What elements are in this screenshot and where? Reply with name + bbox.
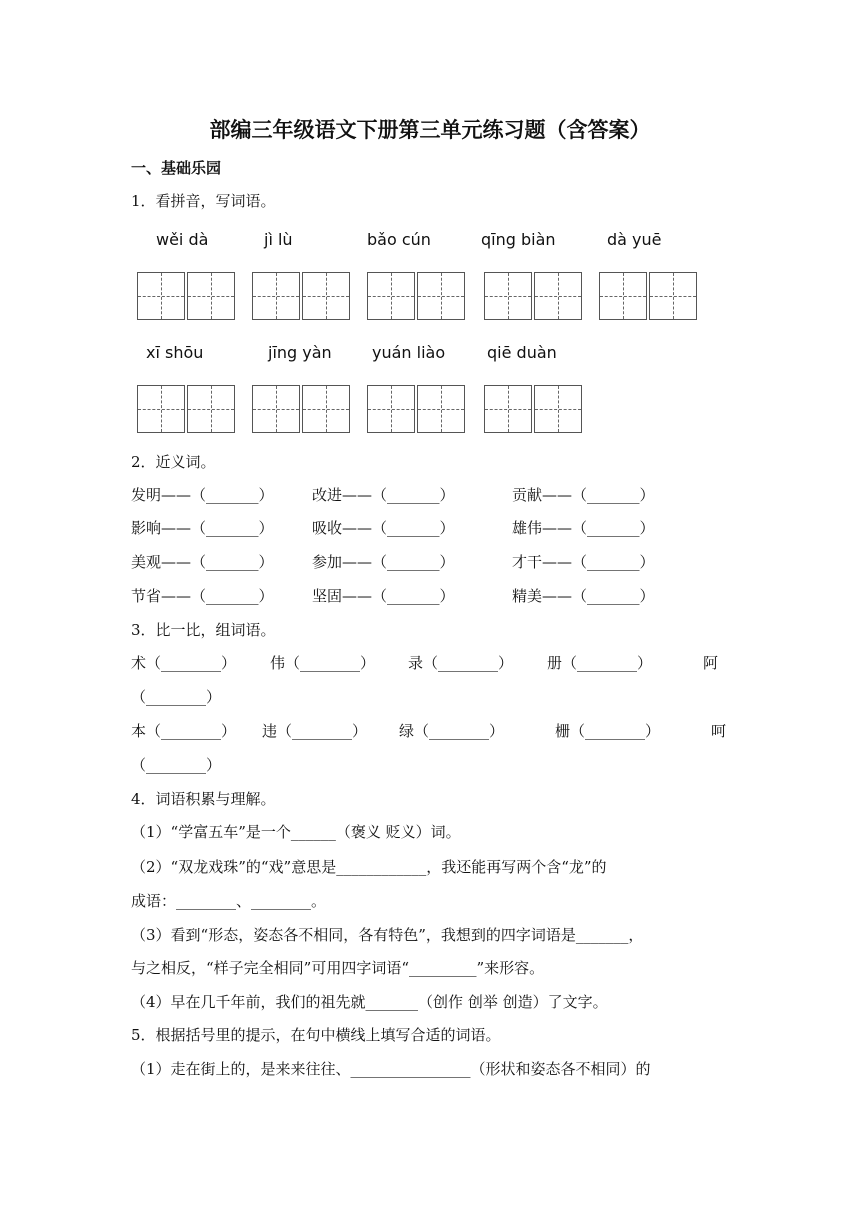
compare-item[interactable]: 绿（________）	[399, 722, 505, 740]
pinyin-2: jì lù	[264, 230, 293, 249]
q1-prompt: 1．看拼音，写词语。	[131, 192, 276, 210]
compare-blank[interactable]: （________）	[131, 756, 222, 774]
tianzige-box[interactable]	[534, 272, 582, 320]
q4-line-5[interactable]: 与之相反，“样子完全相同”可用四字词语“_________”来形容。	[131, 959, 545, 977]
tianzige-box[interactable]	[137, 385, 185, 433]
section-heading: 一、基础乐园	[131, 159, 222, 177]
tianzige-box[interactable]	[187, 272, 235, 320]
tianzige-box[interactable]	[534, 385, 582, 433]
pinyin-8: yuán liào	[372, 343, 446, 362]
synonym-item[interactable]: 精美——（_______）	[512, 587, 655, 605]
compare-item[interactable]: 违（________）	[262, 722, 368, 740]
synonym-item[interactable]: 贡献——（_______）	[512, 486, 655, 504]
tianzige-box[interactable]	[649, 272, 697, 320]
compare-char: 阿	[703, 654, 719, 672]
pinyin-5: dà yuē	[607, 230, 662, 249]
compare-char: 呵	[711, 722, 727, 740]
synonym-item[interactable]: 才干——（_______）	[512, 553, 655, 571]
tianzige-box[interactable]	[302, 272, 350, 320]
synonym-item[interactable]: 影响——（_______）	[131, 519, 274, 537]
synonym-item[interactable]: 坚固——（_______）	[312, 587, 455, 605]
compare-item[interactable]: 册（________）	[547, 654, 653, 672]
pinyin-7: jīng yàn	[268, 343, 332, 362]
pinyin-4: qīng biàn	[481, 230, 556, 249]
tianzige-box[interactable]	[302, 385, 350, 433]
tianzige-box[interactable]	[252, 272, 300, 320]
compare-item[interactable]: 伟（________）	[270, 654, 376, 672]
tianzige-box[interactable]	[252, 385, 300, 433]
synonym-item[interactable]: 吸收——（_______）	[312, 519, 455, 537]
synonym-item[interactable]: 参加——（_______）	[312, 553, 455, 571]
q2-prompt: 2．近义词。	[131, 453, 216, 471]
page-title: 部编三年级语文下册第三单元练习题（含答案）	[209, 117, 651, 142]
tianzige-box[interactable]	[484, 272, 532, 320]
tianzige-box[interactable]	[367, 272, 415, 320]
q4-prompt: 4．词语积累与理解。	[131, 790, 276, 808]
q4-line-6[interactable]: （4）早在几千年前，我们的祖先就_______（创作 创举 创造）了文字。	[131, 993, 608, 1011]
q5-line-1[interactable]: （1）走在街上的，是来来往往、________________（形状和姿态各不相同）的	[131, 1060, 651, 1078]
tianzige-box[interactable]	[137, 272, 185, 320]
tianzige-box[interactable]	[187, 385, 235, 433]
synonym-item[interactable]: 美观——（_______）	[131, 553, 274, 571]
q4-line-3[interactable]: 成语：________、________。	[131, 892, 327, 910]
tianzige-box[interactable]	[417, 272, 465, 320]
pinyin-3: bǎo cún	[367, 230, 431, 249]
tianzige-box[interactable]	[484, 385, 532, 433]
pinyin-6: xī shōu	[146, 343, 204, 362]
q4-line-2[interactable]: （2）“双龙戏珠”的“戏”意思是____________，我还能再写两个含“龙”的	[131, 858, 607, 876]
q3-prompt: 3．比一比，组词语。	[131, 621, 276, 639]
q5-prompt: 5．根据括号里的提示，在句中横线上填写合适的词语。	[131, 1026, 501, 1044]
tianzige-box[interactable]	[367, 385, 415, 433]
synonym-item[interactable]: 改进——（_______）	[312, 486, 455, 504]
pinyin-9: qiē duàn	[487, 343, 557, 362]
compare-item[interactable]: 术（________）	[131, 654, 237, 672]
pinyin-1: wěi dà	[156, 230, 209, 249]
tianzige-box[interactable]	[417, 385, 465, 433]
compare-item[interactable]: 录（________）	[408, 654, 514, 672]
synonym-item[interactable]: 节省——（_______）	[131, 587, 274, 605]
compare-blank[interactable]: （________）	[131, 688, 222, 706]
synonym-item[interactable]: 发明——（_______）	[131, 486, 274, 504]
compare-item[interactable]: 本（________）	[131, 722, 237, 740]
q4-line-1[interactable]: （1）“学富五车”是一个______（褒义 贬义）词。	[131, 823, 461, 841]
q4-line-4[interactable]: （3）看到“形态，姿态各不相同，各有特色”，我想到的四字词语是_______，	[131, 926, 644, 944]
tianzige-box[interactable]	[599, 272, 647, 320]
compare-item[interactable]: 栅（________）	[555, 722, 661, 740]
synonym-item[interactable]: 雄伟——（_______）	[512, 519, 655, 537]
